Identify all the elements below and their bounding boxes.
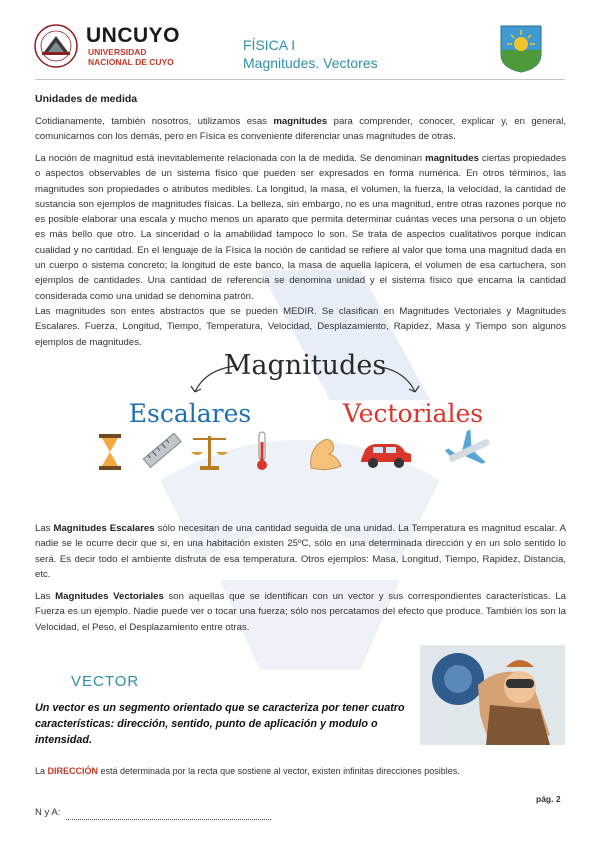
bold-term: magnitudes bbox=[273, 116, 328, 127]
bold-term: magnitudes bbox=[425, 153, 479, 164]
bold-term: Magnitudes Vectoriales bbox=[55, 591, 164, 602]
diagram-left-label: Escalares bbox=[128, 399, 252, 428]
name-label: N y A: bbox=[35, 807, 61, 818]
brand-name: UNCUYO bbox=[86, 24, 181, 47]
header-divider bbox=[35, 79, 565, 80]
section-title: Unidades de medida bbox=[35, 93, 138, 105]
paragraph-vectoriales bbox=[35, 589, 566, 635]
page-number: pág. 2 bbox=[536, 794, 561, 804]
diagram-title: Magnitudes bbox=[223, 350, 387, 381]
scale-icon bbox=[191, 436, 228, 470]
line-prefix: La bbox=[35, 766, 48, 776]
vector-heading: VECTOR bbox=[71, 673, 140, 690]
ruler-icon bbox=[143, 433, 181, 467]
direccion-line bbox=[35, 766, 460, 776]
line-text: está determinada por la recta que sostiene al vector, existen infinitas direcciones posibles. bbox=[98, 766, 460, 776]
cartoon-character-image bbox=[420, 645, 565, 745]
mendoza-shield-logo bbox=[499, 24, 543, 74]
university-line-2: NACIONAL DE CUYO bbox=[88, 57, 174, 67]
hourglass-icon bbox=[99, 434, 121, 470]
university-line-1: UNIVERSIDAD bbox=[88, 47, 147, 57]
paragraph-intro bbox=[35, 114, 566, 145]
bold-term: Magnitudes Escalares bbox=[53, 523, 155, 534]
vector-definition: Un vector es un segmento orientado que se caracteriza por tener cuatro características: dirección, sentido, punto de aplicación y modulo o intensidad. bbox=[35, 702, 405, 746]
paragraph-text: La noción de magnitud está inevitablemente relacionada con la de medida. Se denominan bbox=[35, 153, 426, 164]
paragraph-text: Las bbox=[35, 591, 56, 602]
paragraph-text: ciertas propiedades o aspectos observables de un sistema físico que pueden ser expresados en forma numérica. En otros términos, las magnitudes son propiedades o atributos medibles. La longitud, la masa, el volumen, la fuerza, la velocidad, la cantidad de sustancia son ejemplos de magnitudes físicas. La belleza, sin embargo, no es una magnitud, entre otras razones porque no es posible elaborar una escala y mucho menos un aparato que permita determinar cuántas veces una persona o un objeto es más bello que otro. La sinceridad o la amabilidad tampoco lo son. Se trata de aspectos cualitativos porque indican cualidad y no cantidad. En el lenguaje de la Física la noción de cantidad se refiere al valor que toma una magnitud dada en un cuerpo o sistema concreto; la longitud de este banco, la masa de aquella lapicera, el volumen de esa cartuchera, son ejemplos de cantidades. Una cantidad de referencia se denomina unidad y el sistema físico que encarna la cantidad considerada como una unidad se denomina patrón. bbox=[35, 153, 566, 302]
thermometer-icon bbox=[257, 432, 267, 470]
airplane-icon bbox=[441, 424, 496, 475]
paragraph-text: sólo necesitan de una cantidad seguida de una unidad. La Temperatura es magnitud escalar. A nadie se le ocurre decir que si, en una habitación existen 25ºC, sólo en una determinada dirección y en un solo sentido lo será. Es decir todo el ambiente disfruta de esa temperatura. Otros ejemplos: Masa, Longitud, Tiempo, Rapidez, Distancia, etc. bbox=[35, 523, 566, 580]
topic-title: Magnitudes. Vectores bbox=[243, 55, 378, 71]
flexed-arm-icon bbox=[311, 439, 341, 469]
diagram-right-label: Vectoriales bbox=[342, 399, 484, 428]
magnitudes-diagram bbox=[95, 346, 515, 496]
uncuyo-seal-logo bbox=[34, 24, 78, 68]
red-car-icon bbox=[361, 444, 411, 468]
direccion-term: DIRECCIÓN bbox=[47, 766, 99, 776]
paragraph-text: son aquellas que se identifican con un vector y sus correspondientes características. La Fuerza es un ejemplo. Nadie puede ver o tocar una fuerza; sólo nos percatamos del efecto que produce. También los son la Velocidad, el Peso, el Desplazamiento entre otras. bbox=[35, 591, 566, 633]
paragraph-magnitud-definition bbox=[35, 151, 566, 304]
paragraph-escalares bbox=[35, 521, 566, 582]
paragraph-text: Cotidianamente, también nosotros, utilizamos esas bbox=[35, 116, 274, 127]
subject-title: FÍSICA I bbox=[243, 37, 296, 53]
paragraph-classification: Las magnitudes son entes abstractos que se pueden MEDIR. Se clasifican en Magnitudes Vectoriales y Magnitudes Escalares. Fuerza, Longitud, Tiempo, Temperatura, Velocidad, Desplazamiento, Rapidez, Masa y Tiempo son algunos ejemplos de magnitudes. bbox=[35, 306, 566, 348]
name-fill-line bbox=[66, 818, 271, 820]
paragraph-text: para comprender, conocer, explicar y, en general, comunicarnos con los demás, pero en Física es conveniente diferenciar unas magnitudes de otras. bbox=[35, 116, 566, 143]
paragraph-text: Las bbox=[35, 523, 54, 534]
